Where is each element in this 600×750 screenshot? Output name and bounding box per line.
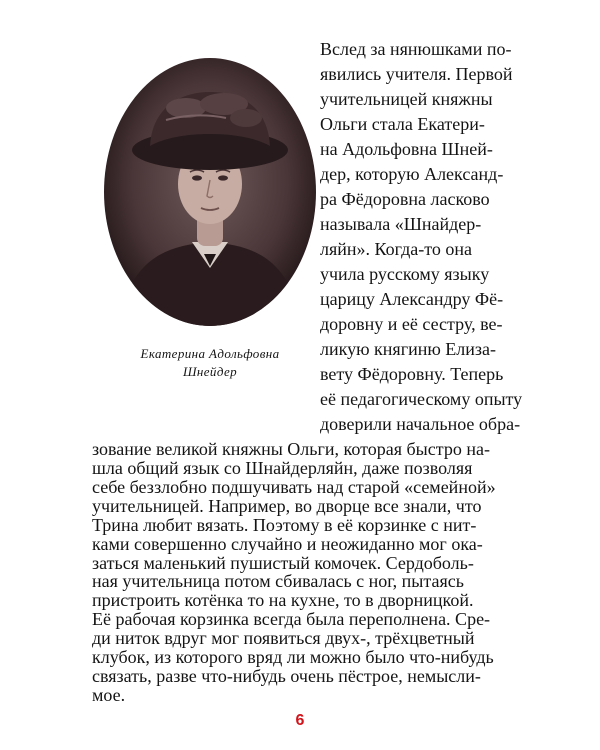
portrait-caption (100, 345, 320, 381)
text-line: зование великой княжны Ольги, которая быстро на- (92, 439, 490, 459)
caption-line-1: Екатерина Адольфовна (140, 346, 280, 361)
text-line: явились учителя. Первой (320, 64, 513, 84)
text-line: учила русскому языку (320, 264, 490, 284)
text-line: ная учительница потом сбивалась с ног, пытаясь (92, 571, 464, 591)
text-line: себе беззлобно подшучивать над старой «семейной» (92, 477, 496, 497)
text-line: Её рабочая корзинка всегда была переполнена. Сре- (92, 609, 491, 629)
text-line: дер, которую Александ- (320, 164, 504, 184)
text-line: связать, разве что-нибудь очень пёстрое, немысли- (92, 666, 481, 686)
text-line: Вслед за нянюшками по- (320, 39, 512, 59)
text-line: заться маленький пушистый комочек. Сердоболь- (92, 553, 474, 573)
text-line: царицу Александру Фё- (320, 289, 504, 309)
text-line: ками совершенно случайно и неожиданно мог ока- (92, 534, 483, 554)
text-line: пристроить котёнка то на кухне, то в дворницкой. (92, 590, 474, 610)
text-line: учительницей. Например, во дворце все знали, что (92, 496, 482, 516)
text-line: вету Фёдоровну. Теперь (320, 364, 504, 384)
text-line: Ольги стала Екатери- (320, 114, 485, 134)
portrait-photo (96, 46, 324, 338)
text-line: клубок, из которого вряд ли можно было что-нибудь (92, 647, 494, 667)
text-line: ляйн». Когда-то она (320, 239, 473, 259)
text-line: ликую княгиню Елиза- (320, 339, 497, 359)
text-line: доровну и её сестру, ве- (320, 314, 503, 334)
page-number: 6 (295, 712, 305, 729)
text-line: шла общий язык со Шнайдерляйн, даже позволяя (92, 458, 473, 478)
text-line: мое. (92, 685, 126, 705)
text-line: Трина любит вязать. Поэтому в её корзинке с нит- (92, 515, 477, 535)
text-line: доверили начальное обра- (320, 414, 521, 434)
text-line: учительницей княжны (320, 89, 493, 109)
text-line: на Адольфовна Шней- (320, 139, 493, 159)
caption-line-2: Шнейдер (182, 364, 238, 379)
text-line: ди ниток вдруг мог появиться двух-, трёхцветный (92, 628, 475, 648)
text-line: ра Фёдоровна ласково (320, 189, 490, 209)
text-line: её педагогическому опыту (320, 389, 523, 409)
text-line: называла «Шнайдер- (320, 214, 482, 234)
